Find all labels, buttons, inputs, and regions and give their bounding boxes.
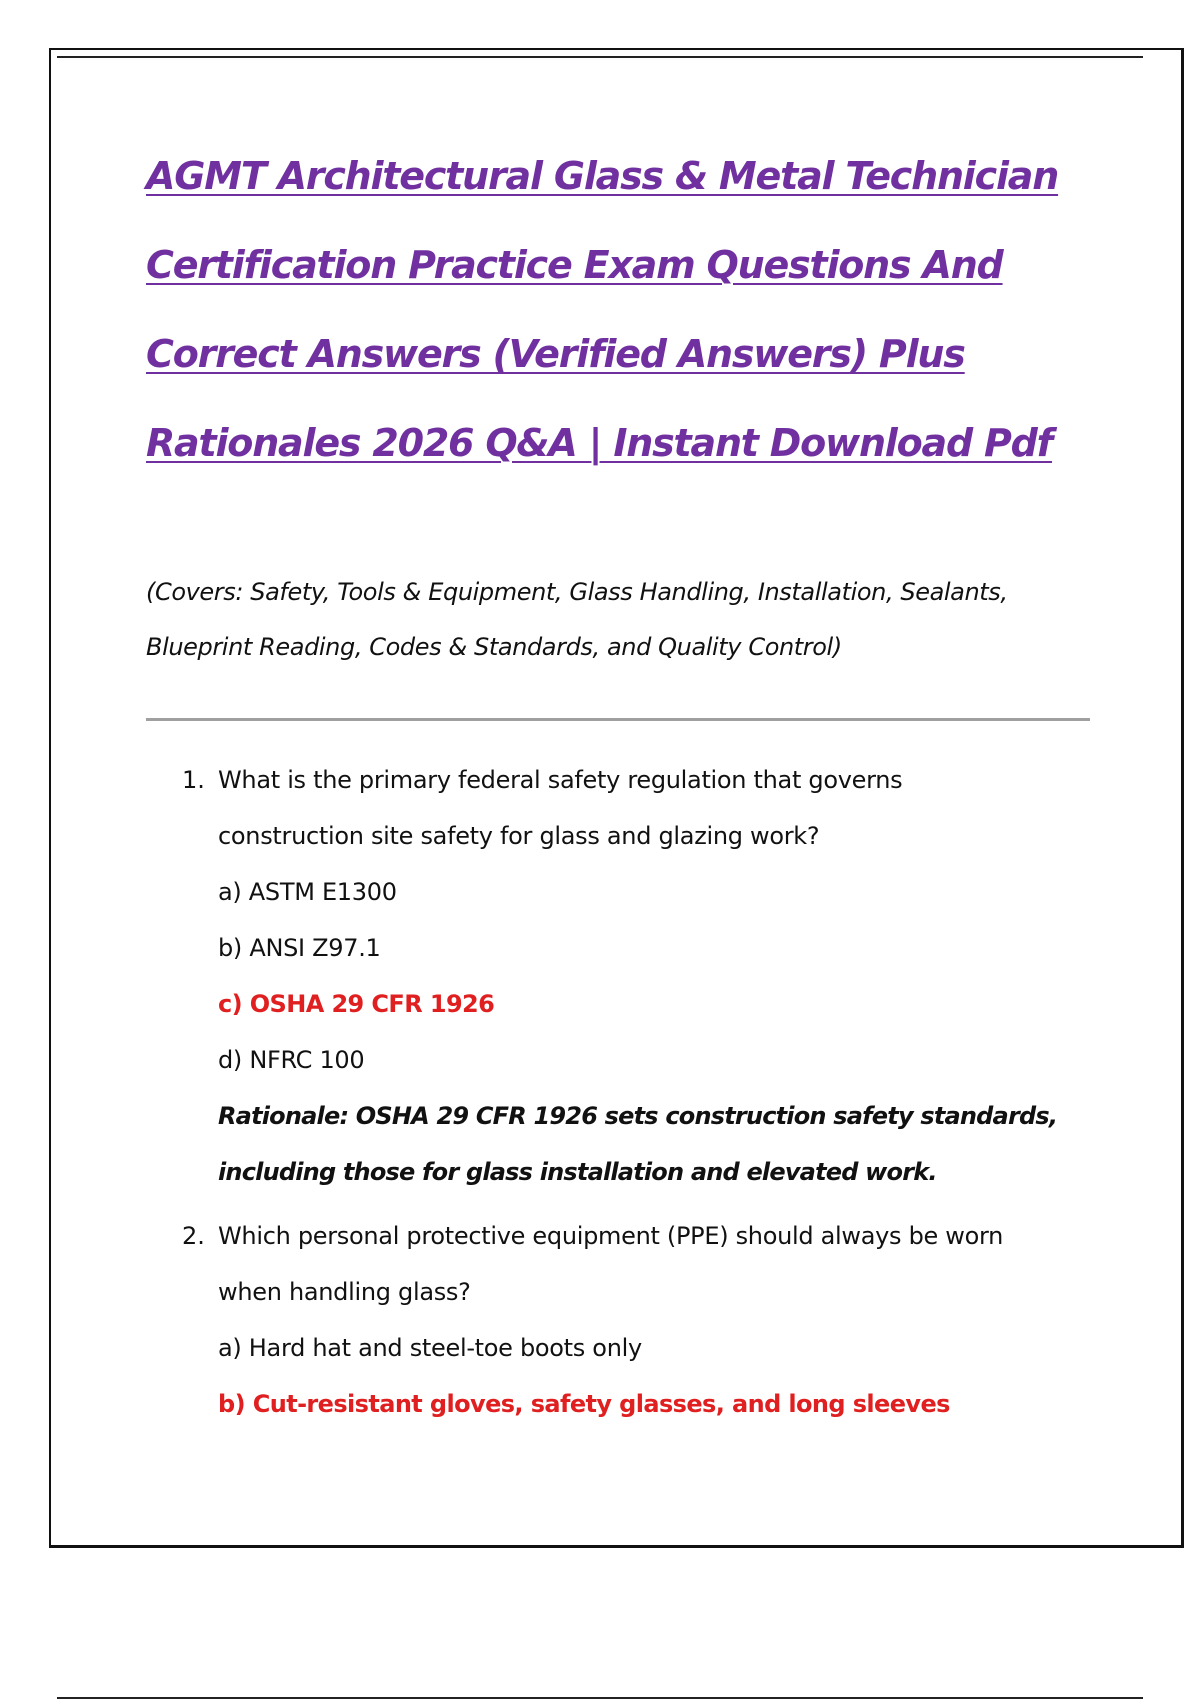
question-list [146, 752, 1096, 1432]
question-text: What is the primary federal safety regulation that governs [218, 766, 903, 794]
covers-line: Blueprint Reading, Codes & Standards, and Quality Control) [146, 633, 842, 661]
covers-subtitle [146, 565, 1096, 675]
question-body [218, 1208, 1096, 1432]
question-text: Which personal protective equipment (PPE) should always be worn [218, 1222, 1004, 1250]
question-item [146, 1208, 1096, 1432]
question-number: 2. [182, 1222, 205, 1250]
title-line: AGMT Architectural Glass & Metal Technician [146, 154, 1059, 198]
answer-option: a) ASTM E1300 [218, 878, 397, 906]
answer-option: a) Hard hat and steel-toe boots only [218, 1334, 642, 1362]
correct-answer-option: b) Cut-resistant gloves, safety glasses, and long sleeves [218, 1390, 950, 1418]
top-rule [57, 56, 1143, 58]
question-body [218, 752, 1096, 1200]
title-line: Correct Answers (Verified Answers) Plus [146, 332, 965, 376]
document-title [146, 140, 1156, 496]
question-text: construction site safety for glass and glazing work? [218, 822, 820, 850]
bottom-rule [57, 1697, 1143, 1699]
rationale-text: including those for glass installation and elevated work. [218, 1158, 937, 1186]
answer-option: d) NFRC 100 [218, 1046, 365, 1074]
rationale-text: Rationale: OSHA 29 CFR 1926 sets construction safety standards, [218, 1102, 1058, 1130]
question-item [146, 752, 1096, 1200]
correct-answer-option: c) OSHA 29 CFR 1926 [218, 990, 495, 1018]
section-divider [146, 718, 1090, 721]
question-number: 1. [182, 766, 205, 794]
question-text: when handling glass? [218, 1278, 471, 1306]
title-line: Certification Practice Exam Questions And [146, 243, 1003, 287]
title-line: Rationales 2026 Q&A | Instant Download Pdf [146, 421, 1052, 465]
answer-option: b) ANSI Z97.1 [218, 934, 381, 962]
covers-line: (Covers: Safety, Tools & Equipment, Glass Handling, Installation, Sealants, [146, 578, 1008, 606]
